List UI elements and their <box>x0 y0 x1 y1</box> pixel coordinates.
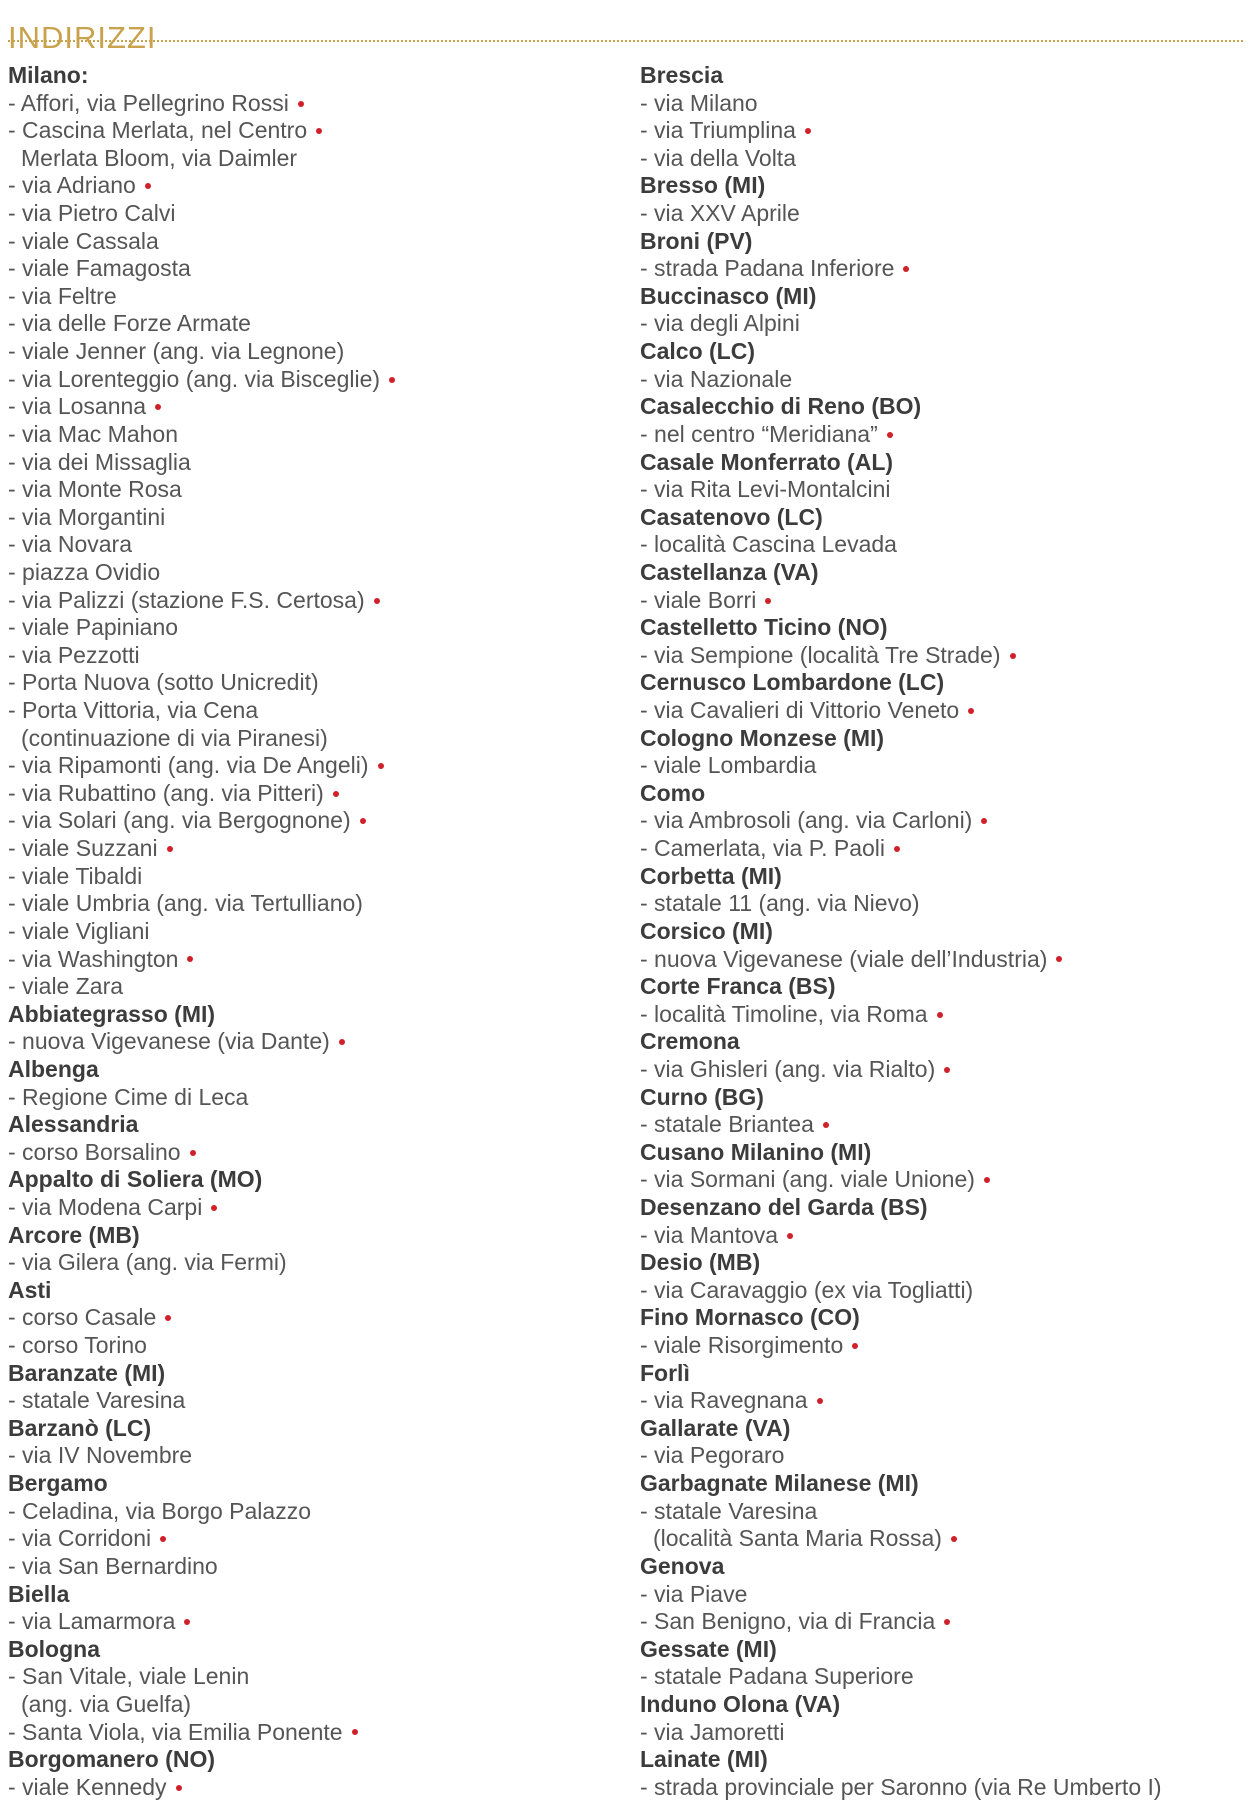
address-item <box>8 669 628 697</box>
red-dot-icon <box>852 1343 858 1349</box>
city-name: Asti <box>8 1276 52 1303</box>
city-heading <box>640 172 1245 200</box>
address-item <box>640 1774 1245 1802</box>
address-text: - San Vitale, viale Lenin <box>8 1663 250 1690</box>
red-dot-icon <box>1056 956 1062 962</box>
address-item <box>8 476 628 504</box>
red-dot-icon <box>352 1729 358 1735</box>
city-name: Induno Olona (VA) <box>640 1690 841 1717</box>
address-text: Merlata Bloom, via Daimler <box>21 144 298 171</box>
city-heading <box>640 1553 1245 1581</box>
address-item <box>640 200 1245 228</box>
address-item <box>640 835 1245 863</box>
address-text: (continuazione di via Piranesi) <box>21 724 328 751</box>
address-text: - viale Zara <box>8 973 124 1000</box>
address-text: - via Caravaggio (ex via Togliatti) <box>640 1276 974 1303</box>
city-name: Gallarate (VA) <box>640 1414 791 1441</box>
address-item <box>8 1139 628 1167</box>
address-text: - viale Famagosta <box>8 255 191 282</box>
red-dot-icon <box>894 846 900 852</box>
city-heading <box>8 1166 628 1194</box>
dotted-divider <box>8 40 1243 42</box>
red-dot-icon <box>184 1619 190 1625</box>
red-dot-icon <box>339 1039 345 1045</box>
address-text: - viale Jenner (ang. via Legnone) <box>8 338 345 365</box>
address-item <box>8 752 628 780</box>
address-item <box>8 366 628 394</box>
red-dot-icon <box>981 818 987 824</box>
city-heading <box>8 1746 628 1774</box>
address-item <box>640 1498 1245 1526</box>
address-text: - via Sempione (località Tre Strade) <box>640 641 1001 668</box>
address-text: - via Nazionale <box>640 365 793 392</box>
address-text: - corso Borsalino <box>8 1138 181 1165</box>
address-text: - località Cascina Levada <box>640 531 897 558</box>
city-heading <box>640 780 1245 808</box>
address-item <box>8 863 628 891</box>
red-dot-icon <box>944 1067 950 1073</box>
city-heading <box>8 62 628 90</box>
city-heading <box>640 973 1245 1001</box>
address-text: - via Feltre <box>8 282 117 309</box>
city-heading <box>8 1470 628 1498</box>
city-heading <box>8 1111 628 1139</box>
city-name: Genova <box>640 1552 725 1579</box>
address-text: - corso Casale <box>8 1304 157 1331</box>
city-name: Milano: <box>8 62 89 88</box>
address-text: - Regione Cime di Leca <box>8 1083 249 1110</box>
city-heading <box>640 1249 1245 1277</box>
address-text: - via IV Novembre <box>8 1442 193 1469</box>
city-name: Bergamo <box>8 1470 108 1497</box>
address-item <box>8 504 628 532</box>
address-text: - Affori, via Pellegrino Rossi <box>8 89 289 116</box>
address-item <box>8 946 628 974</box>
address-item <box>8 1774 628 1802</box>
address-text: - San Benigno, via di Francia <box>640 1608 936 1635</box>
red-dot-icon <box>944 1619 950 1625</box>
address-text: - viale Risorgimento <box>640 1332 844 1359</box>
address-item <box>640 1442 1245 1470</box>
address-item <box>640 587 1245 615</box>
address-text: - viale Lombardia <box>640 752 817 779</box>
red-dot-icon <box>160 1536 166 1542</box>
address-text: - statale Padana Superiore <box>640 1663 914 1690</box>
address-item <box>8 835 628 863</box>
city-name: Corsico (MI) <box>640 917 773 944</box>
city-heading <box>640 1415 1245 1443</box>
address-text: - corso Torino <box>8 1332 147 1359</box>
address-item <box>640 255 1245 283</box>
address-item <box>640 1663 1245 1691</box>
city-name: Cernusco Lombardone (LC) <box>640 669 945 696</box>
city-name: Corbetta (MI) <box>640 862 782 889</box>
address-text: - via Rubattino (ang. via Pitteri) <box>8 779 324 806</box>
address-text: - Camerlata, via P. Paoli <box>640 835 886 862</box>
city-heading <box>640 669 1245 697</box>
address-text: - via Morgantini <box>8 503 166 530</box>
address-text: - via della Volta <box>640 144 796 171</box>
address-item <box>640 642 1245 670</box>
address-item <box>640 1166 1245 1194</box>
address-item <box>8 1608 628 1636</box>
address-item <box>8 421 628 449</box>
address-text: - via Pezzotti <box>8 641 140 668</box>
city-heading <box>640 725 1245 753</box>
city-heading <box>640 62 1245 90</box>
city-heading <box>640 1636 1245 1664</box>
address-text: - via Novara <box>8 531 132 558</box>
address-column-right <box>640 62 1245 1801</box>
city-heading <box>640 228 1245 256</box>
city-name: Alessandria <box>8 1111 139 1138</box>
address-text: - via Adriano <box>8 172 136 199</box>
address-text: - Santa Viola, via Emilia Ponente <box>8 1718 343 1745</box>
address-text: - via Lorenteggio (ang. via Bisceglie) <box>8 365 381 392</box>
address-item <box>8 172 628 200</box>
address-text: - viale Kennedy <box>8 1773 167 1800</box>
city-heading <box>8 1360 628 1388</box>
address-text: - Porta Vittoria, via Cena <box>8 697 259 724</box>
address-text: - viale Papiniano <box>8 614 179 641</box>
address-item <box>640 1387 1245 1415</box>
address-text: - via Gilera (ang. via Fermi) <box>8 1249 287 1276</box>
city-heading <box>640 1304 1245 1332</box>
address-item <box>8 587 628 615</box>
city-heading <box>640 863 1245 891</box>
red-dot-icon <box>968 708 974 714</box>
red-dot-icon <box>333 791 339 797</box>
red-dot-icon <box>187 956 193 962</box>
address-text: - via Modena Carpi <box>8 1193 203 1220</box>
city-name: Borgomanero (NO) <box>8 1746 215 1773</box>
address-text: - statale 11 (ang. via Nievo) <box>640 890 920 917</box>
address-text: - viale Borri <box>640 586 757 613</box>
city-heading <box>8 1581 628 1609</box>
city-heading <box>640 393 1245 421</box>
address-item <box>8 642 628 670</box>
address-item <box>640 1001 1245 1029</box>
red-dot-icon <box>167 846 173 852</box>
address-item <box>8 973 628 1001</box>
address-text: - via Pegoraro <box>640 1442 785 1469</box>
address-text: - via Piave <box>640 1580 748 1607</box>
city-name: Gessate (MI) <box>640 1635 777 1662</box>
city-name: Brescia <box>640 62 724 88</box>
city-heading <box>640 449 1245 477</box>
address-text: - via Milano <box>640 89 758 116</box>
city-name: Appalto di Soliera (MO) <box>8 1166 263 1193</box>
city-heading <box>8 1277 628 1305</box>
red-dot-icon <box>145 183 151 189</box>
red-dot-icon <box>378 763 384 769</box>
address-item <box>8 1249 628 1277</box>
address-text: - via Lamarmora <box>8 1608 176 1635</box>
city-name: Como <box>640 779 706 806</box>
address-text: - via Losanna <box>8 393 147 420</box>
address-item <box>640 1581 1245 1609</box>
address-text: - via Corridoni <box>8 1525 152 1552</box>
city-name: Desenzano del Garda (BS) <box>640 1193 928 1220</box>
address-item <box>8 283 628 311</box>
address-item <box>640 1525 1245 1553</box>
red-dot-icon <box>1010 653 1016 659</box>
red-dot-icon <box>937 1012 943 1018</box>
address-text: - via San Bernardino <box>8 1552 218 1579</box>
red-dot-icon <box>817 1398 823 1404</box>
address-item <box>8 1304 628 1332</box>
address-text: - Porta Nuova (sotto Unicredit) <box>8 669 319 696</box>
city-heading <box>640 1084 1245 1112</box>
address-item <box>640 531 1245 559</box>
address-text: - via Jamoretti <box>640 1718 785 1745</box>
address-item <box>8 1719 628 1747</box>
address-item <box>8 1498 628 1526</box>
address-text: - nuova Vigevanese (via Dante) <box>8 1028 330 1055</box>
red-dot-icon <box>298 101 304 107</box>
city-name: Baranzate (MI) <box>8 1359 166 1386</box>
city-name: Cremona <box>640 1028 740 1055</box>
address-text: - via Ripamonti (ang. via De Angeli) <box>8 752 369 779</box>
city-heading <box>640 338 1245 366</box>
address-text: - via Palizzi (stazione F.S. Certosa) <box>8 586 365 613</box>
address-item <box>8 890 628 918</box>
city-name: Broni (PV) <box>640 227 753 254</box>
address-item <box>8 1663 628 1691</box>
red-dot-icon <box>823 1122 829 1128</box>
address-item <box>8 338 628 366</box>
address-item <box>8 1553 628 1581</box>
address-text: - via dei Missaglia <box>8 448 191 475</box>
red-dot-icon <box>805 128 811 134</box>
address-item <box>8 918 628 946</box>
city-name: Calco (LC) <box>640 338 755 365</box>
city-name: Bologna <box>8 1635 100 1662</box>
address-text: - via Washington <box>8 945 179 972</box>
city-heading <box>640 1360 1245 1388</box>
address-item <box>8 393 628 421</box>
city-heading <box>640 504 1245 532</box>
address-text: - via Rita Levi-Montalcini <box>640 476 891 503</box>
address-item <box>640 1608 1245 1636</box>
address-item <box>8 449 628 477</box>
address-item <box>8 255 628 283</box>
city-name: Buccinasco (MI) <box>640 282 817 309</box>
address-text: - nuova Vigevanese (viale dell’Industria) <box>640 945 1048 972</box>
city-name: Lainate (MI) <box>640 1746 768 1773</box>
city-name: Garbagnate Milanese (MI) <box>640 1470 919 1497</box>
city-name: Corte Franca (BS) <box>640 973 836 1000</box>
address-text: - via XXV Aprile <box>640 200 800 227</box>
address-text: - via Ghisleri (ang. via Rialto) <box>640 1055 936 1082</box>
address-item <box>8 117 628 145</box>
address-item <box>640 752 1245 780</box>
address-column-left <box>8 62 628 1801</box>
city-heading <box>640 559 1245 587</box>
address-item <box>640 117 1245 145</box>
city-heading <box>640 1139 1245 1167</box>
city-name: Barzanò (LC) <box>8 1414 152 1441</box>
address-item <box>8 725 628 753</box>
address-text: - via Ravegnana <box>640 1387 808 1414</box>
address-text: - via Solari (ang. via Bergognone) <box>8 807 351 834</box>
address-text: - località Timoline, via Roma <box>640 1000 928 1027</box>
red-dot-icon <box>374 598 380 604</box>
address-item <box>8 1691 628 1719</box>
city-name: Arcore (MB) <box>8 1221 140 1248</box>
city-name: Casatenovo (LC) <box>640 503 823 530</box>
city-heading <box>8 1415 628 1443</box>
address-item <box>8 531 628 559</box>
city-heading <box>640 1691 1245 1719</box>
address-item <box>640 310 1245 338</box>
address-text: - statale Briantea <box>640 1111 814 1138</box>
address-text: - via degli Alpini <box>640 310 800 337</box>
city-heading <box>8 1001 628 1029</box>
address-text: - strada Padana Inferiore <box>640 255 895 282</box>
address-text: - Celadina, via Borgo Palazzo <box>8 1497 311 1524</box>
city-heading <box>640 1028 1245 1056</box>
red-dot-icon <box>951 1536 957 1542</box>
address-item <box>640 1719 1245 1747</box>
address-item <box>640 807 1245 835</box>
address-text: - viale Umbria (ang. via Tertulliano) <box>8 890 363 917</box>
city-name: Castellanza (VA) <box>640 558 819 585</box>
city-name: Albenga <box>8 1055 99 1082</box>
address-item <box>640 1277 1245 1305</box>
address-item <box>8 90 628 118</box>
address-text: - via Monte Rosa <box>8 476 182 503</box>
address-item <box>8 1332 628 1360</box>
city-heading <box>640 1470 1245 1498</box>
address-item <box>8 228 628 256</box>
city-name: Casalecchio di Reno (BO) <box>640 393 922 420</box>
city-heading <box>8 1636 628 1664</box>
red-dot-icon <box>389 377 395 383</box>
address-item <box>8 1028 628 1056</box>
address-item <box>8 310 628 338</box>
address-item <box>640 145 1245 173</box>
city-heading <box>640 1194 1245 1222</box>
city-heading <box>640 614 1245 642</box>
address-item <box>8 780 628 808</box>
city-name: Biella <box>8 1580 70 1607</box>
address-text: - via Sormani (ang. viale Unione) <box>640 1166 975 1193</box>
address-item <box>8 1387 628 1415</box>
red-dot-icon <box>765 598 771 604</box>
address-item <box>640 697 1245 725</box>
address-text: - strada provinciale per Saronno (via Re Umberto I) <box>640 1773 1162 1800</box>
address-item <box>8 200 628 228</box>
address-item <box>640 890 1245 918</box>
address-item <box>640 476 1245 504</box>
city-name: Abbiategrasso (MI) <box>8 1000 216 1027</box>
city-name: Curno (BG) <box>640 1083 764 1110</box>
page-title: INDIRIZZI <box>8 19 157 55</box>
address-text: - piazza Ovidio <box>8 558 161 585</box>
address-text: (località Santa Maria Rossa) <box>653 1525 942 1552</box>
city-heading <box>640 1746 1245 1774</box>
city-heading <box>8 1222 628 1250</box>
address-item <box>8 559 628 587</box>
city-heading <box>640 918 1245 946</box>
address-item <box>8 614 628 642</box>
red-dot-icon <box>176 1785 182 1791</box>
address-text: - via Triumplina <box>640 117 796 144</box>
city-name: Desio (MB) <box>640 1249 761 1276</box>
address-text: (ang. via Guelfa) <box>21 1690 192 1717</box>
red-dot-icon <box>787 1233 793 1239</box>
address-text: - viale Vigliani <box>8 917 150 944</box>
city-heading <box>640 283 1245 311</box>
city-name: Cologno Monzese (MI) <box>640 724 885 751</box>
address-item <box>640 1056 1245 1084</box>
address-item <box>640 946 1245 974</box>
address-text: - via Pietro Calvi <box>8 200 176 227</box>
address-item <box>8 145 628 173</box>
address-item <box>8 1084 628 1112</box>
address-text: - via Cavalieri di Vittorio Veneto <box>640 697 960 724</box>
red-dot-icon <box>887 432 893 438</box>
address-text: - Cascina Merlata, nel Centro <box>8 117 308 144</box>
red-dot-icon <box>155 404 161 410</box>
address-item <box>640 421 1245 449</box>
address-text: - via delle Forze Armate <box>8 310 251 337</box>
city-name: Bresso (MI) <box>640 172 766 199</box>
city-name: Castelletto Ticino (NO) <box>640 614 888 641</box>
city-name: Casale Monferrato (AL) <box>640 448 894 475</box>
address-text: - via Mantova <box>640 1221 779 1248</box>
city-name: Fino Mornasco (CO) <box>640 1304 860 1331</box>
address-item <box>8 697 628 725</box>
address-item <box>640 1332 1245 1360</box>
address-text: - viale Suzzani <box>8 835 158 862</box>
address-text: - via Mac Mahon <box>8 420 179 447</box>
address-text: - nel centro “Meridiana” <box>640 420 878 447</box>
address-item <box>640 366 1245 394</box>
address-text: - viale Cassala <box>8 227 159 254</box>
city-name: Forlì <box>640 1359 690 1386</box>
address-text: - statale Varesina <box>640 1497 818 1524</box>
city-name: Cusano Milanino (MI) <box>640 1138 872 1165</box>
red-dot-icon <box>316 128 322 134</box>
red-dot-icon <box>211 1205 217 1211</box>
address-text: - statale Varesina <box>8 1387 186 1414</box>
red-dot-icon <box>903 266 909 272</box>
address-text: - via Ambrosoli (ang. via Carloni) <box>640 807 973 834</box>
address-item <box>8 1525 628 1553</box>
address-item <box>640 90 1245 118</box>
address-item <box>640 1111 1245 1139</box>
red-dot-icon <box>165 1315 171 1321</box>
address-item <box>640 1222 1245 1250</box>
address-item <box>8 1442 628 1470</box>
address-item <box>8 1194 628 1222</box>
red-dot-icon <box>360 818 366 824</box>
city-heading <box>8 1056 628 1084</box>
address-text: - viale Tibaldi <box>8 862 143 889</box>
red-dot-icon <box>984 1177 990 1183</box>
red-dot-icon <box>190 1150 196 1156</box>
address-item <box>8 807 628 835</box>
